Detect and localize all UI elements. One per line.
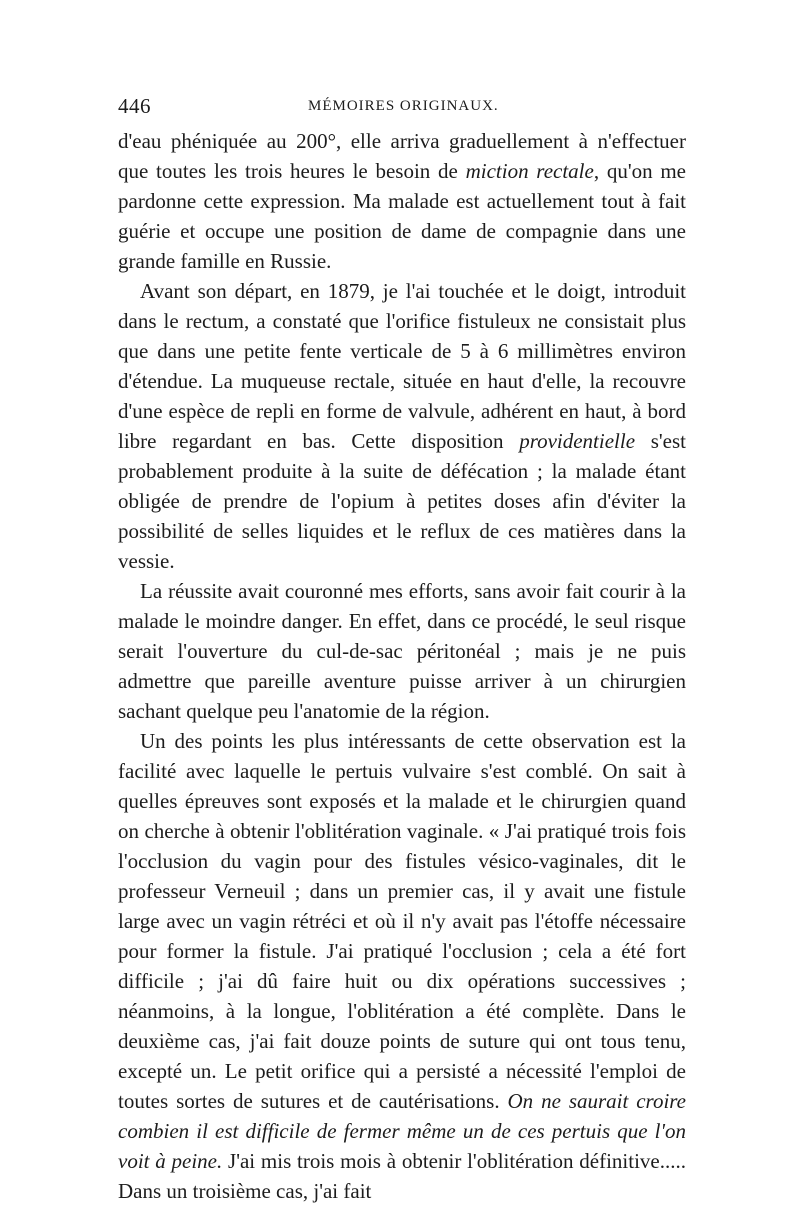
page-number: 446: [118, 94, 151, 118]
paragraph-text: La réussite avait couronné mes efforts, sans avoir fait courir à la malade le moindre danger. En effet, dans ce procédé, le seul risque serait l'ouverture du cul-de-sac péritonéal ; mais je ne puis admettre que pareille aventure puisse arriver à un chirurgien sachant quelque peu l'anatomie de la région.: [118, 579, 686, 723]
paragraph-text: , qu'on me pardonne cette expression. Ma malade est actuellement tout à fait guérie et occupe une position de dame de compagnie dans une grande famille en Russie.: [118, 159, 686, 273]
paragraph-text: J'ai mis trois mois à obtenir l'oblitération définitive..... Dans un troisième cas, j'ai fait: [118, 1149, 686, 1203]
paragraph: [118, 276, 686, 576]
paragraph-text: s'est probablement produite à la suite de défécation ; la malade étant obligée de prendre de l'opium à petites doses afin d'éviter la possibilité de selles liquides et le reflux de ces matières dans la vessie.: [118, 429, 686, 573]
emphasis-text: providentielle: [519, 429, 636, 453]
paragraph-text: Avant son départ, en 1879, je l'ai touchée et le doigt, introduit dans le rectum, a constaté que l'orifice fistuleux ne consistait plus que dans une petite fente verticale de 5 à 6 millimètres environ d'étendue. La muqueuse rectale, située en haut d'elle, la recouvre d'une espèce de repli en forme de valvule, adhérent en haut, à bord libre regardant en bas. Cette disposition: [118, 279, 686, 453]
paragraph-text: Un des points les plus intéressants de cette observation est la facilité avec laquelle le pertuis vulvaire s'est comblé. On sait à quelles épreuves sont exposés et la malade et le chirurgien quand on cherche à obtenir l'oblitération vaginale. « J'ai pratiqué trois fois l'occlusion du vagin pour des fistules vésico-vaginales, dit le professeur Verneuil ; dans un premier cas, il y avait une fistule large avec un vagin rétréci et où il n'y avait pas l'étoffe nécessaire pour former la fistule. J'ai pratiqué l'occlusion ; cela a été fort difficile ; j'ai dû faire huit ou dix opérations successives ; néanmoins, à la longue, l'oblitération a été complète. Dans le deuxième cas, j'ai fait douze points de suture qui ont tous tenu, excepté un. Le petit orifice qui a persisté a nécessité l'emploi de toutes sortes de sutures et de cautérisations.: [118, 729, 686, 1113]
emphasis-text: miction rectale: [465, 159, 594, 183]
paragraph: [118, 576, 686, 726]
paragraph: [118, 126, 686, 276]
paragraph: [118, 726, 686, 1206]
running-head: MÉMOIRES ORIGINAUX.: [308, 98, 499, 114]
emphasis-text: On ne saurait croire combien il est difficile de fermer même un de ces pertuis que l'on voit à peine.: [118, 1089, 687, 1173]
body-text: [118, 126, 686, 1206]
page-header: [118, 94, 688, 122]
paragraph-text: d'eau phéniquée au 200°, elle arriva graduellement à n'effectuer que toutes les trois heures le besoin de: [118, 129, 686, 183]
